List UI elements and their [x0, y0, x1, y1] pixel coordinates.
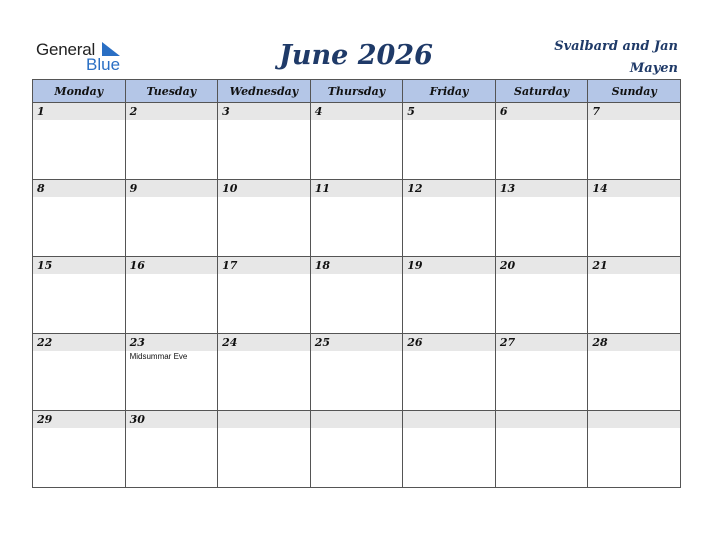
day-number: 3	[218, 103, 310, 120]
day-number: 9	[126, 180, 218, 197]
day-cell	[403, 180, 496, 257]
day-cell	[125, 411, 218, 488]
day-cell	[403, 334, 496, 411]
day-number: 15	[33, 257, 125, 274]
day-cell	[588, 103, 681, 180]
day-number: 24	[218, 334, 310, 351]
day-cell	[495, 257, 588, 334]
day-cell	[33, 103, 126, 180]
day-cell	[310, 257, 403, 334]
day-cell	[310, 411, 403, 488]
week-row	[33, 411, 681, 488]
day-cell	[125, 103, 218, 180]
day-number	[311, 411, 403, 428]
day-cell	[588, 180, 681, 257]
day-number: 8	[33, 180, 125, 197]
day-number: 18	[311, 257, 403, 274]
day-number: 14	[588, 180, 680, 197]
day-number	[588, 411, 680, 428]
logo-text-blue: Blue	[86, 55, 121, 74]
day-number: 1	[33, 103, 125, 120]
weekday-header-row	[33, 80, 681, 103]
day-number: 20	[496, 257, 588, 274]
day-number: 7	[588, 103, 680, 120]
day-cell	[33, 180, 126, 257]
logo-text-general: General	[36, 40, 96, 59]
weekday-header: Friday	[403, 80, 496, 103]
day-cell	[33, 257, 126, 334]
day-number: 11	[311, 180, 403, 197]
day-cell	[403, 411, 496, 488]
day-cell	[495, 103, 588, 180]
day-cell	[310, 180, 403, 257]
day-number: 27	[496, 334, 588, 351]
day-cell	[218, 103, 311, 180]
day-number: 12	[403, 180, 495, 197]
day-number: 6	[496, 103, 588, 120]
week-row	[33, 103, 681, 180]
day-cell	[588, 411, 681, 488]
day-number	[218, 411, 310, 428]
day-number: 10	[218, 180, 310, 197]
weekday-header: Tuesday	[125, 80, 218, 103]
day-cell	[588, 334, 681, 411]
weekday-header: Thursday	[310, 80, 403, 103]
day-number: 13	[496, 180, 588, 197]
day-cell	[495, 334, 588, 411]
day-cell	[403, 257, 496, 334]
day-number: 5	[403, 103, 495, 120]
day-cell	[218, 180, 311, 257]
weekday-header: Wednesday	[218, 80, 311, 103]
day-cell	[33, 411, 126, 488]
day-number: 21	[588, 257, 680, 274]
day-cell	[125, 257, 218, 334]
page-title: June 2026	[279, 40, 433, 71]
day-number	[403, 411, 495, 428]
week-row	[33, 257, 681, 334]
calendar-grid	[32, 79, 681, 488]
day-cell	[588, 257, 681, 334]
day-number: 2	[126, 103, 218, 120]
day-number: 29	[33, 411, 125, 428]
day-cell	[33, 334, 126, 411]
week-row	[33, 334, 681, 411]
day-cell	[125, 334, 218, 411]
weekday-header: Sunday	[588, 80, 681, 103]
day-number: 25	[311, 334, 403, 351]
weekday-header: Saturday	[495, 80, 588, 103]
day-cell	[310, 103, 403, 180]
day-number: 16	[126, 257, 218, 274]
day-cell	[495, 411, 588, 488]
day-number: 19	[403, 257, 495, 274]
day-number: 26	[403, 334, 495, 351]
weekday-header: Monday	[33, 80, 126, 103]
day-number	[496, 411, 588, 428]
day-number: 30	[126, 411, 218, 428]
day-cell	[495, 180, 588, 257]
holiday-event: Midsummar Eve	[129, 352, 188, 361]
day-number: 23	[126, 334, 218, 351]
day-number: 17	[218, 257, 310, 274]
day-number: 22	[33, 334, 125, 351]
day-cell	[310, 334, 403, 411]
day-number: 28	[588, 334, 680, 351]
day-cell	[218, 334, 311, 411]
day-cell	[218, 257, 311, 334]
region-label: Svalbard and Jan Mayen	[554, 39, 678, 76]
week-row	[33, 180, 681, 257]
day-cell	[125, 180, 218, 257]
day-cell	[403, 103, 496, 180]
day-number: 4	[311, 103, 403, 120]
day-cell	[218, 411, 311, 488]
